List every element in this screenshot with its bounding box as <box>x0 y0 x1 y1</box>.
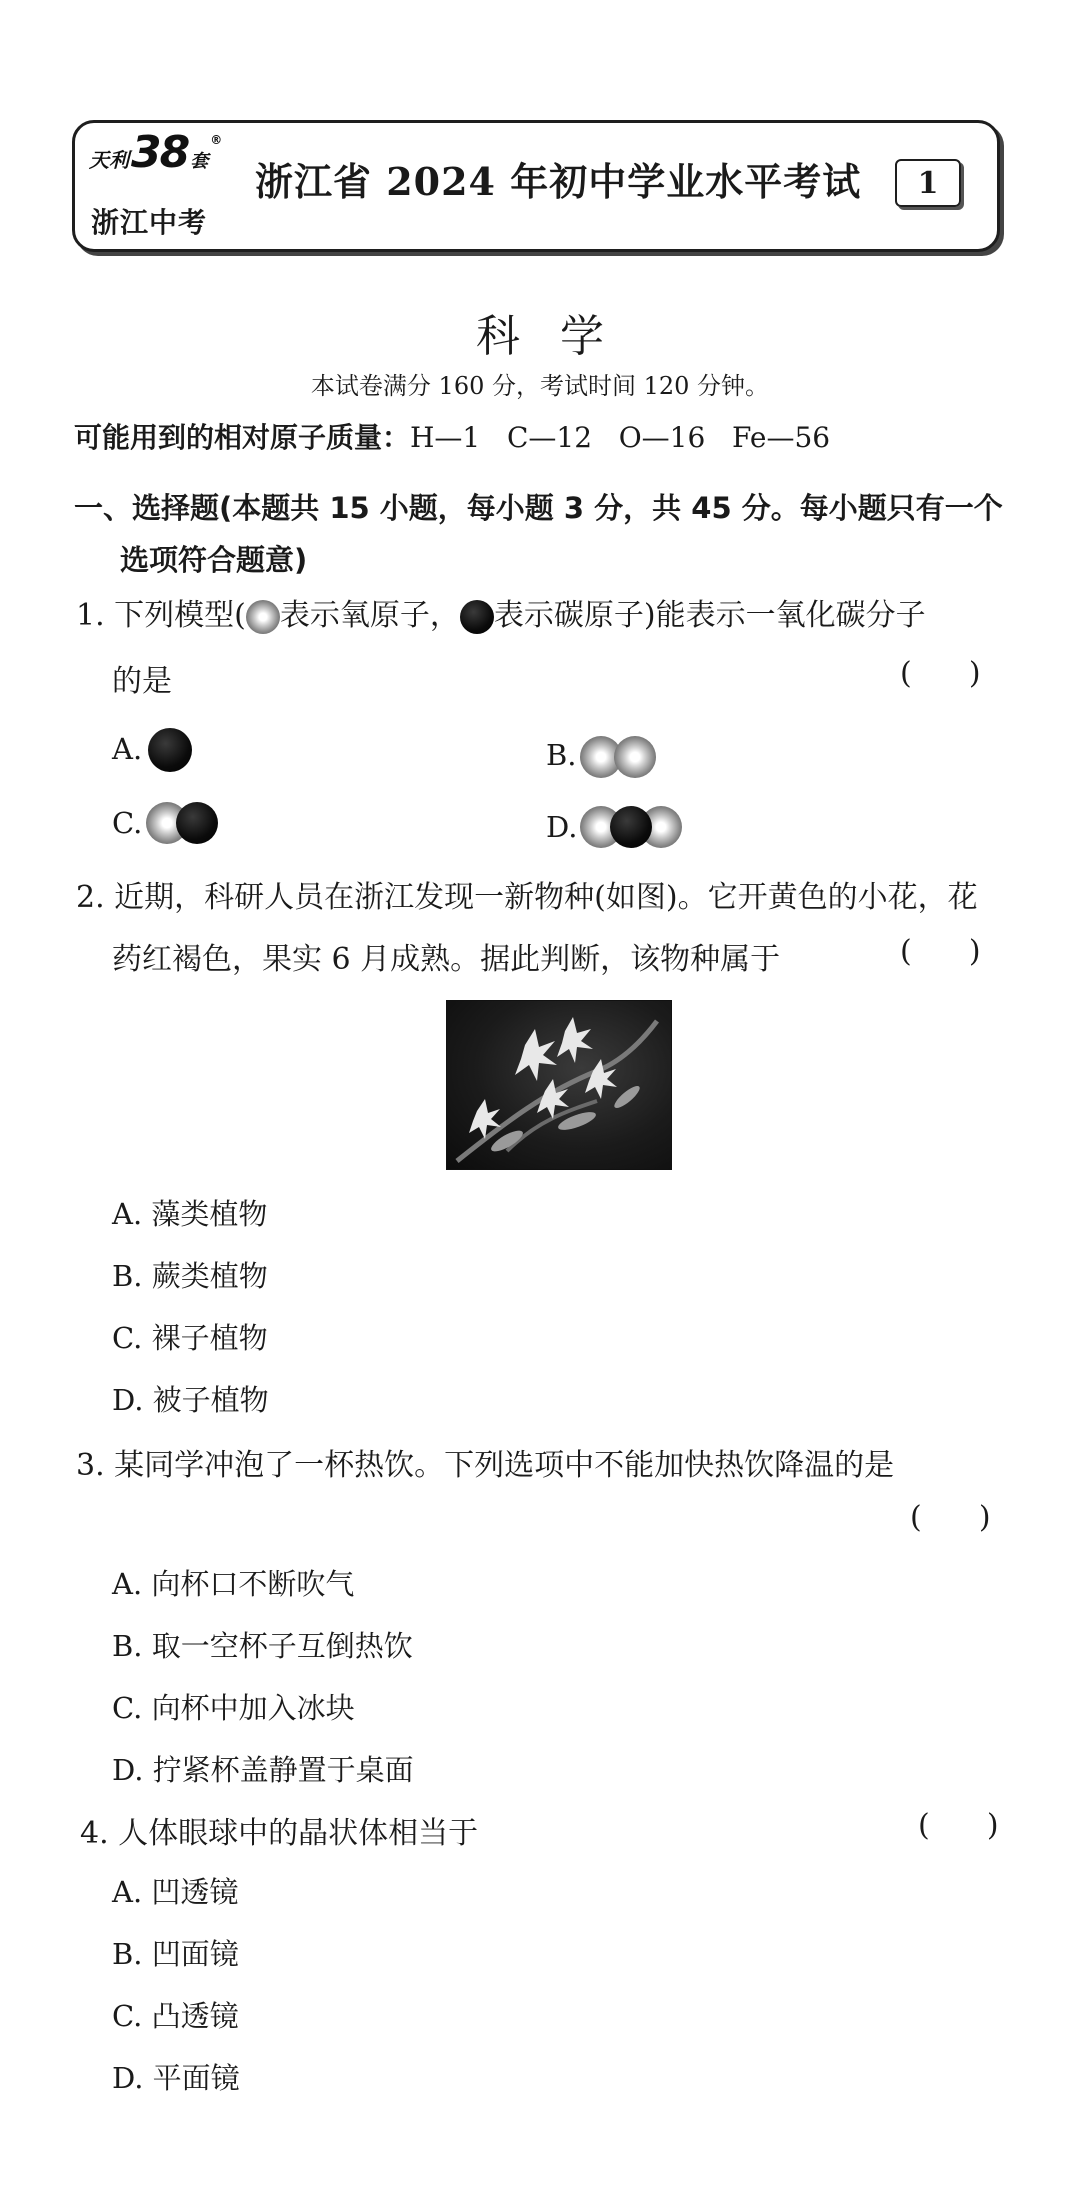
brand-suffix: 套 <box>190 151 209 172</box>
q2-line-2: 药红褐色，果实 6 月成熟。据此判断，该物种属于 <box>112 942 781 977</box>
q2-line-1: 2. 近期，科研人员在浙江发现一新物种(如图)。它开黄色的小花，花 <box>76 880 978 915</box>
header-banner <box>72 120 1000 252</box>
brand-logo <box>89 127 239 239</box>
q2-answer-paren: ( ) <box>900 934 981 969</box>
q2-option-a: A. 藻类植物 <box>112 1197 268 1231</box>
q1-part-3: 表示碳原子)能表示一氧化碳分子 <box>493 598 926 633</box>
oxygen-atom-icon <box>246 600 280 634</box>
atomic-fe: Fe—56 <box>732 421 831 454</box>
q3-answer-paren: ( ) <box>910 1500 991 1535</box>
q1-line-1 <box>76 590 926 634</box>
carbon-atom-icon <box>460 600 494 634</box>
section-line-2: 选项符合题意) <box>120 543 308 577</box>
oxygen-atom-icon <box>614 736 656 778</box>
brand-wordmark <box>89 127 223 178</box>
q1-option-a-molecule <box>148 728 192 772</box>
flower-illustration <box>447 1001 671 1169</box>
carbon-atom-icon <box>610 806 652 848</box>
q1-option-d-molecule <box>580 806 690 848</box>
q1-option-b-molecule <box>580 736 660 778</box>
q1-option-b-label: B. <box>546 738 577 772</box>
carbon-atom-icon <box>176 802 218 844</box>
q3-option-b: B. 取一空杯子互倒热饮 <box>112 1629 413 1663</box>
brand-small: 天利 <box>89 148 129 172</box>
q1-option-a-label: A. <box>112 732 143 766</box>
q1-part-2: 表示氧原子， <box>279 598 460 633</box>
q1-part-1: 1. 下列模型( <box>76 598 246 633</box>
set-number-box <box>895 159 961 207</box>
exam-info: 本试卷满分 160 分，考试时间 120 分钟。 <box>310 372 770 400</box>
section-heading <box>74 482 1014 586</box>
set-number: 1 <box>917 165 939 201</box>
brand-number: 38 <box>131 127 189 178</box>
q1-answer-paren: ( ) <box>900 656 981 691</box>
section-line-1: 一、选择题(本题共 15 小题，每小题 3 分，共 45 分。每小题只有一个 <box>74 491 1003 525</box>
q3-option-a: A. 向杯口不断吹气 <box>112 1567 355 1601</box>
exam-title: 浙江省 2024 年初中学业水平考试 <box>255 159 862 204</box>
registered-mark: ® <box>210 133 223 147</box>
q4-option-d: D. 平面镜 <box>112 2061 240 2095</box>
q3-line-1: 3. 某同学冲泡了一杯热饮。下列选项中不能加快热饮降温的是 <box>76 1448 895 1483</box>
atomic-c: C—12 <box>506 421 593 454</box>
q4-option-c: C. 凸透镜 <box>112 1999 239 2033</box>
atomic-mass-label: 可能用到的相对原子质量： <box>74 421 411 454</box>
q2-option-c: C. 裸子植物 <box>112 1321 268 1355</box>
q1-line-2: 的是 <box>112 664 172 699</box>
q4-line-1: 4. 人体眼球中的晶状体相当于 <box>80 1816 479 1851</box>
carbon-atom-icon <box>148 728 192 772</box>
q4-option-a: A. 凹透镜 <box>112 1875 239 1909</box>
q4-option-b: B. 凹面镜 <box>112 1937 239 1971</box>
brand-region: 浙江中考 <box>91 206 208 239</box>
q2-option-d: D. 被子植物 <box>112 1383 269 1417</box>
q1-option-c-label: C. <box>112 806 143 840</box>
q1-option-c-molecule <box>146 802 226 844</box>
q3-option-c: C. 向杯中加入冰块 <box>112 1691 355 1725</box>
q4-answer-paren: ( ) <box>918 1808 999 1843</box>
atomic-mass-line <box>74 416 830 456</box>
atomic-o: O—16 <box>618 421 706 454</box>
subject-title: 科学 <box>476 311 644 362</box>
plant-flower-photo <box>446 1000 672 1170</box>
q3-option-d: D. 拧紧杯盖静置于桌面 <box>112 1753 414 1787</box>
q1-option-d-label: D. <box>546 810 578 844</box>
atomic-h: H—1 <box>410 421 481 454</box>
q2-option-b: B. 蕨类植物 <box>112 1259 268 1293</box>
